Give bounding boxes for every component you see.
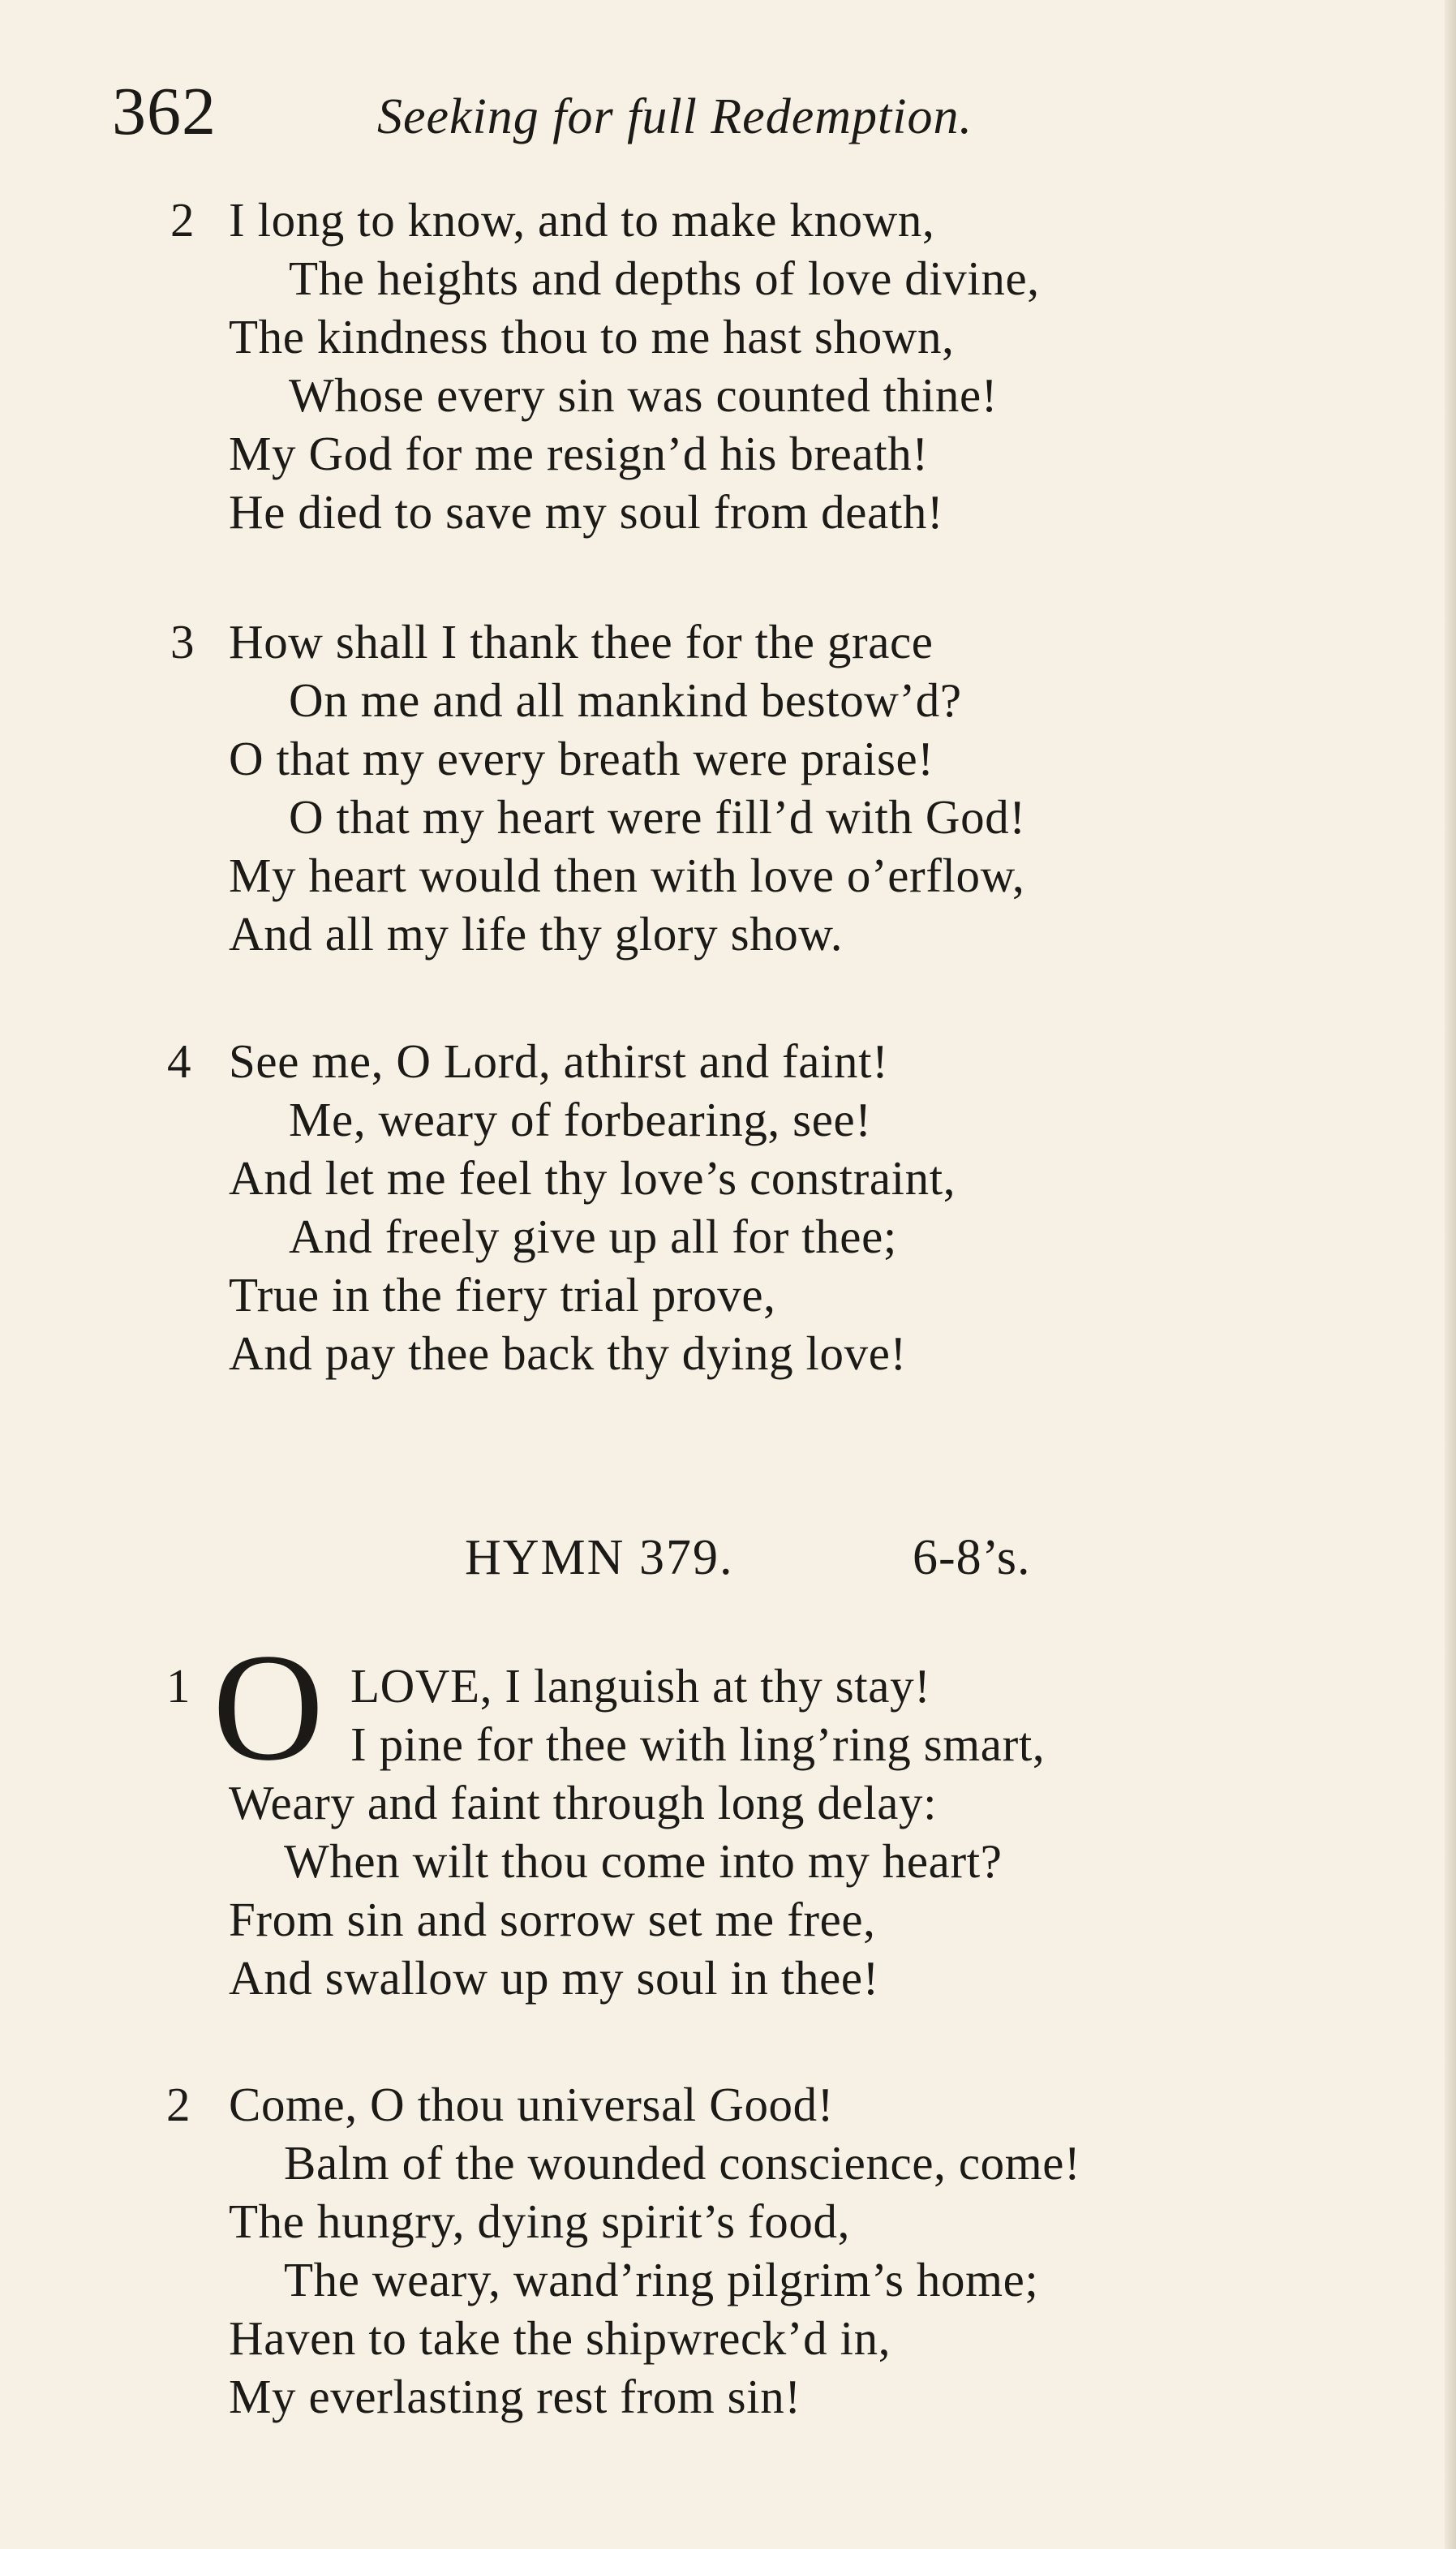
hymn-meter: 6-8’s.: [913, 1530, 1031, 1585]
verse-line: I pine for thee with ling’ring smart,: [350, 1717, 1046, 1771]
running-title: Seeking for full Redemption.: [377, 89, 973, 144]
verse-line: Come, O thou universal Good!: [229, 2078, 835, 2131]
hymn-title: HYMN 379.: [465, 1530, 734, 1585]
verse-line: And freely give up all for thee;: [289, 1210, 897, 1263]
stanza-number: 2: [166, 2078, 191, 2131]
verse-line: Balm of the wounded conscience, come!: [284, 2136, 1081, 2190]
verse-line: Weary and faint through long delay:: [229, 1776, 938, 1829]
page-number: 362: [112, 74, 217, 149]
verse-line: And all my life thy glory show.: [229, 907, 844, 961]
verse-line: Haven to take the shipwreck’d in,: [229, 2311, 891, 2365]
verse-line: When wilt thou come into my heart?: [284, 1834, 1003, 1888]
verse-line: The kindness thou to me hast shown,: [229, 310, 955, 363]
verse-line: Me, weary of forbearing, see!: [289, 1093, 872, 1146]
drop-cap: O: [213, 1623, 324, 1793]
verse-line: On me and all mankind bestow’d?: [289, 673, 962, 727]
verse-line: He died to save my soul from death!: [229, 485, 944, 539]
verse-line: The hungry, dying spirit’s food,: [229, 2194, 850, 2248]
verse-line: O that my heart were fill’d with God!: [289, 790, 1026, 844]
verse-line: My heart would then with love o’erflow,: [229, 849, 1025, 902]
stanza-number: 4: [167, 1034, 191, 1088]
page-header: [0, 71, 1456, 161]
verse-line: The heights and depths of love divine,: [289, 251, 1040, 305]
verse-line: True in the fiery trial prove,: [229, 1268, 776, 1322]
verse-line: And pay thee back thy dying love!: [229, 1326, 907, 1380]
verse-line: And swallow up my soul in thee!: [229, 1951, 879, 2005]
hymn-heading: [0, 1525, 1456, 1590]
stanza-number: 1: [166, 1659, 191, 1713]
verse-line: LOVE, I languish at thy stay!: [350, 1659, 931, 1713]
stanza-number: 3: [170, 615, 195, 668]
verse-line: How shall I thank thee for the grace: [229, 615, 934, 668]
verse-line: See me, O Lord, athirst and faint!: [229, 1034, 889, 1088]
verse-line: My God for me resign’d his breath!: [229, 427, 929, 480]
verse-line: My everlasting rest from sin!: [229, 2370, 801, 2423]
stanza-number: 2: [170, 193, 195, 247]
page-edge: [1445, 0, 1456, 2549]
verse-line: O that my every breath were praise!: [229, 732, 934, 785]
verse-line: Whose every sin was counted thine!: [289, 368, 998, 422]
verse-line: And let me feel thy love’s constraint,: [229, 1151, 956, 1205]
verse-line: I long to know, and to make known,: [229, 193, 935, 247]
verse-line: The weary, wand’ring pilgrim’s home;: [284, 2253, 1039, 2306]
verse-line: From sin and sorrow set me free,: [229, 1893, 876, 1946]
